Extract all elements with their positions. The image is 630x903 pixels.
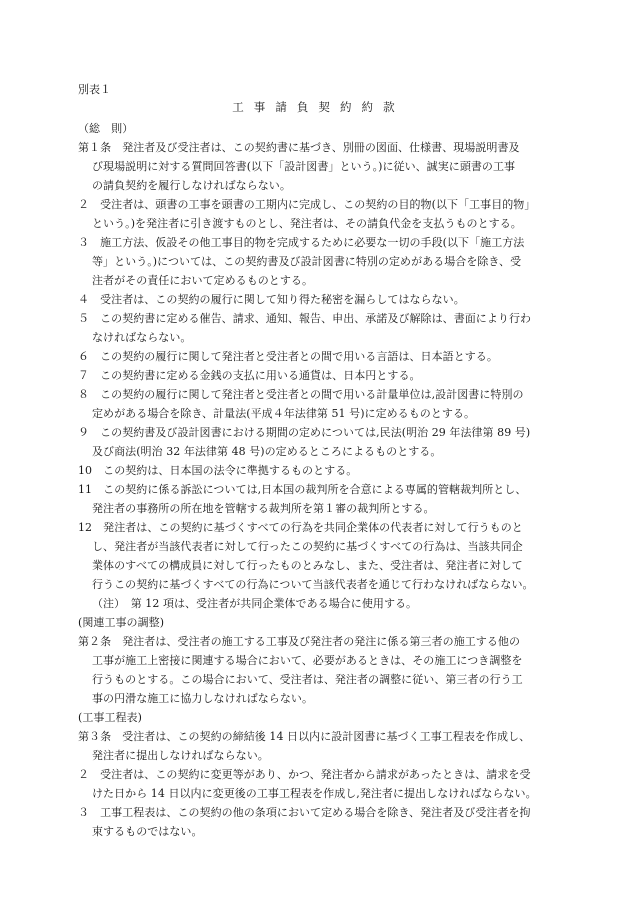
section-heading-general: （総 則）	[78, 122, 134, 135]
document-title: 工 事 請 負 契 約 約 款	[232, 100, 398, 114]
article-3-para-3-line-1: ３ 工事工程表は、この契約の他の条項において定める場合を除き、発注者及び受注者を拘	[78, 806, 531, 819]
article-1-para-11-line-2: 発注者の事務所の所在地を管轄する裁判所を第１審の裁判所とする。	[92, 502, 435, 515]
article-1-para-4: ４ 受注者は、この契約の履行に関して知り得た秘密を漏らしてはならない。	[78, 293, 465, 306]
article-3-line-2: 発注者に提出しなければならない。	[92, 749, 269, 762]
article-1-para-11-line-1: 11 この契約に係る訴訟については,日本国の裁判所を合意による専属的管轄裁判所とし、	[78, 483, 527, 496]
article-2-line-3: 行うものとする。この場合において、受注者は、発注者の調整に従い、第三者の行う工	[92, 673, 523, 686]
article-1-para-12-line-1: 12 発注者は、この契約に基づくすべての行為を共同企業体の代表者に対して行うものと	[78, 521, 523, 534]
article-1-para-5-line-1: ５ この契約書に定める催告、請求、通知、報告、申出、承諾及び解除は、書面により行わ	[78, 312, 532, 325]
article-3-para-2-line-1: ２ 受注者は、この契約に変更等があり、かつ、発注者から請求があったときは、請求を受	[78, 768, 531, 781]
article-1-para-9-line-1: ９ この契約書及び設計図書における期間の定めについては,民法(明治 29 年法律第 89 号)	[78, 426, 531, 439]
article-1-para-3-line-2: 等」という。)については、この契約書及び設計図書に特別の定めがある場合を除き、受	[92, 255, 522, 268]
article-1-note: （注） 第 12 項は、受注者が共同企業体である場合に使用する。	[92, 597, 418, 610]
article-3-para-2-line-2: けた日から 14 日以内に変更後の工事工程表を作成し,発注者に提出しなければならない。	[92, 787, 537, 800]
sheet-label: 別表１	[78, 83, 111, 96]
article-1-line-1: 第１条 発注者及び受注者は、この契約書に基づき、別冊の図面、仕様書、現場説明書及	[78, 141, 520, 154]
section-heading-schedule: (工事工程表)	[78, 711, 142, 724]
article-1-line-2: び現場説明に対する質問回答書(以下「設計図書」という。)に従い、誠実に頭書の工事	[92, 160, 516, 173]
article-1-line-3: の請負契約を履行しなければならない。	[92, 179, 291, 192]
section-heading-related-work: (関連工事の調整)	[78, 616, 165, 629]
article-2-line-1: 第２条 発注者は、受注者の施工する工事及び発注者の発注に係る第三者の施工する他の	[78, 635, 520, 648]
article-1-para-6: ６ この契約の履行に関して発注者と受注者との間で用いる言語は、日本語とする。	[78, 350, 498, 363]
article-3-para-3-line-2: 束するものではない。	[92, 825, 203, 838]
article-1-para-3-line-1: ３ 施工方法、仮設その他工事目的物を完成するために必要な一切の手段(以下「施工方法	[78, 236, 525, 249]
article-1-para-3-line-3: 注者がその責任において定めるものとする。	[92, 274, 313, 287]
article-1-para-12-line-3: 業体のすべての構成員に対して行ったものとみなし、また、受注者は、発注者に対して	[92, 559, 523, 572]
article-1-para-7: ７ この契約書に定める金銭の支払に用いる通貨は、日本円とする。	[78, 369, 421, 382]
article-1-para-12-line-2: し、発注者が当該代表者に対して行ったこの契約に基づくすべての行為は、当該共同企	[92, 540, 523, 553]
article-3-line-1: 第３条 受注者は、この契約の締結後 14 日以内に設計図書に基づく工事工程表を作成し、	[78, 730, 531, 743]
article-2-line-2: 工事が施工上密接に関連する場合において、必要があるときは、その施工につき調整を	[92, 654, 523, 667]
article-1-para-9-line-2: 及び商法(明治 32 年法律第 48 号)の定めるところによるものとする。	[92, 445, 442, 458]
article-1-para-2-line-1: ２ 受注者は、頭書の工事を頭書の工期内に完成し、この契約の目的物(以下「工事目的物」	[78, 198, 536, 211]
article-1-para-8-line-2: 定めがある場合を除き、計量法(平成４年法律第 51 号)に定めるものとする。	[92, 407, 476, 420]
article-1-para-12-line-4: 行うこの契約に基づくすべての行為について当該代表者を通じて行わなければならない。	[92, 578, 534, 591]
article-1-para-10: 10 この契約は、日本国の法令に準拠するものとする。	[78, 464, 358, 477]
article-1-para-2-line-2: という。)を発注者に引き渡すものとし、発注者は、その請負代金を支払うものとする。	[92, 217, 522, 230]
article-2-line-4: 事の円滑な施工に協力しなければならない。	[92, 692, 313, 705]
article-1-para-5-line-2: なければならない。	[92, 331, 192, 344]
article-1-para-8-line-1: ８ この契約の履行に関して発注者と受注者との間で用いる計量単位は,設計図書に特別の	[78, 388, 524, 401]
